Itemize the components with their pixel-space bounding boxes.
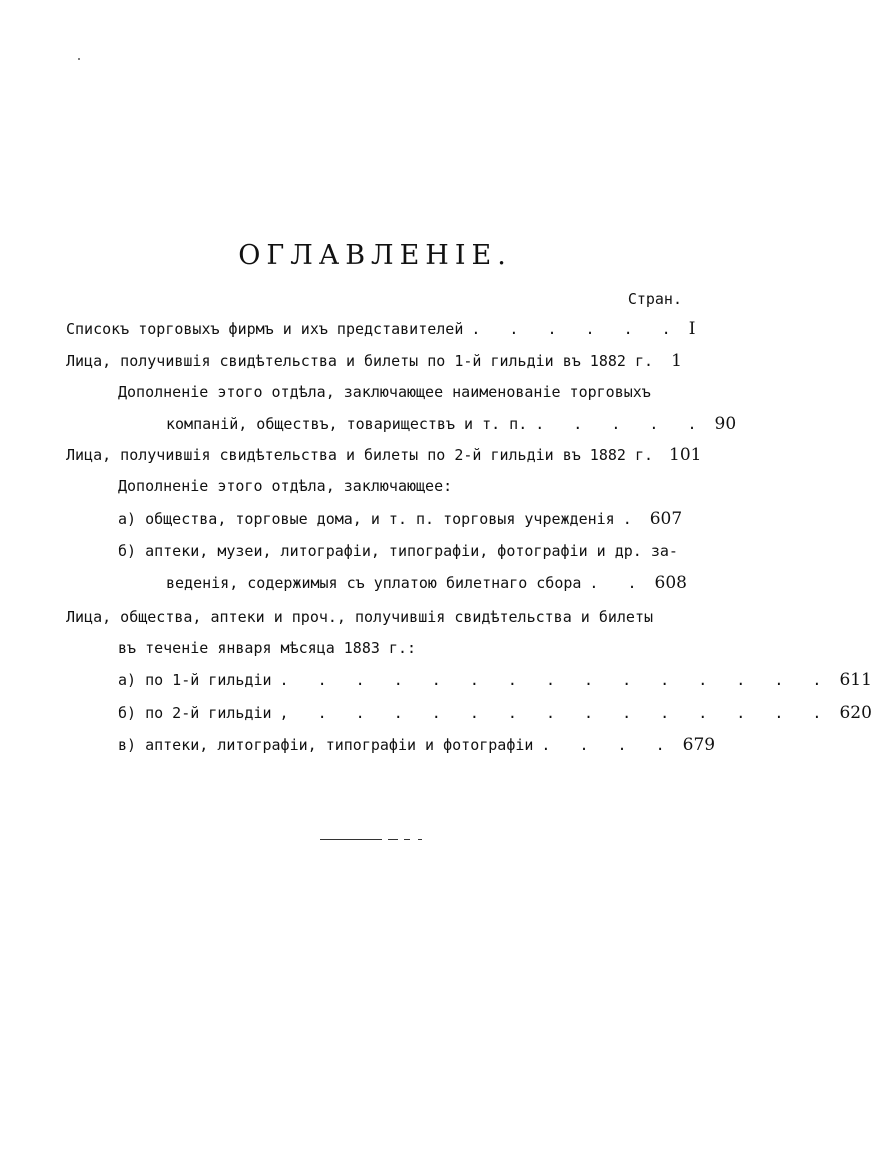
toc-page-number: 611	[839, 670, 872, 690]
toc-entry-text: Лица, получившія свидѣтельства и билеты по 2-й гильдіи въ 1882 г.	[66, 446, 653, 464]
toc-entry-guild1-companies	[166, 410, 737, 438]
toc-entry-guild2-trading-houses	[118, 505, 682, 533]
toc-entry-text: а) по 1-й гильдіи	[118, 671, 272, 689]
toc-entry-text: а) общества, торговые дома, и т. п. торговыя учрежденія	[118, 510, 615, 528]
toc-leader-dots: .	[622, 510, 642, 528]
toc-leader-dots: . .	[589, 574, 647, 592]
page-column-header: Стран.	[627, 290, 682, 308]
toc-page-number: 90	[714, 414, 737, 434]
print-speck	[78, 58, 80, 60]
toc-leader-dots: . . . . . . . . . . . . . . .	[279, 671, 832, 689]
toc-entry-text: б) по 2-й гильдіи	[118, 704, 272, 722]
toc-entry-text: Дополненіе этого отдѣла, заключающее:	[118, 477, 453, 495]
toc-entry-text: веденія, содержимыя съ уплатою билетнаго сбора	[166, 574, 582, 592]
toc-entry-guild1-1882	[66, 347, 682, 375]
toc-entry-text: компаній, обществъ, товариществъ и т. п.	[166, 415, 528, 433]
toc-entry-1883-cont	[118, 634, 682, 662]
toc-entry-guild2-1882	[66, 441, 702, 469]
toc-leader-dots: . . . .	[541, 736, 675, 754]
toc-leader-dots: . . . . . .	[471, 320, 681, 338]
toc-page-number: I	[688, 319, 696, 339]
toc-entry-text: въ теченіе января мѣсяца 1883 г.:	[118, 639, 417, 657]
toc-entry-guild2-pharmacies	[118, 537, 682, 565]
toc-entry-1883-guild2	[118, 699, 872, 727]
toc-entry-text: Лица, общества, аптеки и проч., получившія свидѣтельства и билеты	[66, 608, 653, 626]
toc-entry-text: Дополненіе этого отдѣла, заключающее наименованіе торговыхъ	[118, 383, 651, 401]
page-title: ОГЛАВЛЕНІЕ.	[238, 240, 512, 271]
toc-page-number: 679	[682, 735, 716, 755]
toc-entry-guild2-pharmacies-cont	[166, 569, 687, 597]
toc-page-number: 620	[839, 703, 872, 723]
toc-page-number: 101	[669, 445, 702, 465]
toc-entry-guild2-supplement	[118, 472, 682, 500]
toc-entry-text: б) аптеки, музеи, литографіи, типографіи, фотографіи и др. за-	[118, 542, 678, 560]
toc-entry-text: Списокъ торговыхъ фирмъ и ихъ представителей	[66, 320, 464, 338]
toc-entry-guild1-supplement	[118, 378, 682, 406]
toc-leader-dots: , . . . . . . . . . . . . . .	[279, 704, 832, 722]
toc-entry-1883	[66, 603, 682, 631]
toc-page-number: 1	[671, 351, 682, 371]
toc-entry-1883-guild1	[118, 666, 872, 694]
toc-page-number: 607	[649, 509, 683, 529]
toc-entry-text: в) аптеки, литографіи, типографіи и фотографіи	[118, 736, 534, 754]
toc-entry-1883-pharmacies	[118, 731, 716, 759]
closing-rule	[320, 829, 422, 831]
toc-leader-dots: . . . . .	[535, 415, 707, 433]
toc-entry-text: Лица, получившія свидѣтельства и билеты по 1-й гильдіи въ 1882 г.	[66, 352, 653, 370]
toc-entry-firms	[66, 315, 696, 343]
toc-page-number: 608	[654, 573, 687, 593]
